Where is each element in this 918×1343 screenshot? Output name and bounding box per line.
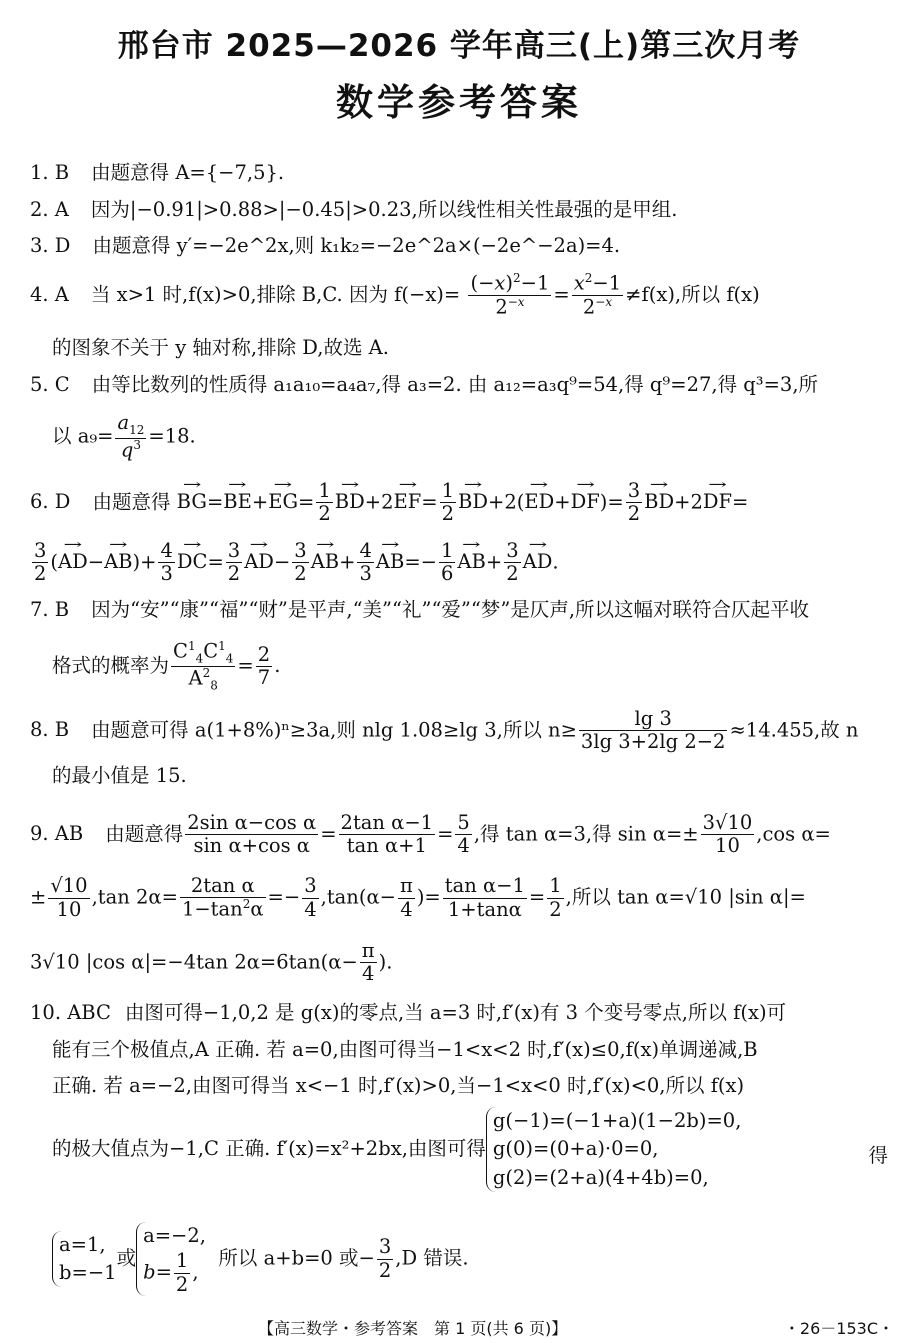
equation: a=1,: [59, 1232, 106, 1256]
answer-text: 由等比数列的性质得 a₁a₁₀=a₄a₇,得 a₃=2. 由 a₁₂=a₃q⁹=54,得 q⁹=27,得 q³=3,所: [91, 373, 819, 396]
answer-text: 得: [868, 1144, 888, 1167]
equation: g(2)=(2+a)(4+4b)=0,: [492, 1165, 709, 1189]
equation-system: [52, 1231, 117, 1288]
fraction: $\frac{a_{12}}{q^3}$: [117, 411, 145, 462]
answer-9-cont2: 3√10 |cos α|=−4tan 2α=6tan(α− $\frac{\pi}{4}$ ).: [30, 939, 393, 986]
answer-number: 6. D: [30, 490, 71, 514]
answer-text: 由题意得 A={−7,5}.: [91, 161, 285, 184]
answer-9: 9. AB 由题意得 $\frac{\text{2sin α−cos α}}{\text{sin α+cos α}}$ = $\frac{\text{2tan α−1}}{\text{tan α+1}}$ = $\frac{5}{4}$ ,得 tan α=3,得 sin α=± $\frac{3√10}{10}$ ,cos α=: [30, 811, 831, 858]
answer-text: 格式的概率为: [52, 654, 170, 678]
answer-text: 由图可得−1,0,2 是 g(x)的零点,当 a=3 时,f′(x)有 3 个变号零点,所以 f(x)可: [124, 1001, 787, 1024]
answer-text: 当 x>1 时,f(x)>0,排除 B,C. 因为 f(−x)=: [90, 282, 461, 306]
answer-text: 由题意可得 a(1+8%)ⁿ≥3a,则 nlg 1.08≥lg 3,所以 n≥: [91, 718, 577, 742]
answer-10-cont: 正确. 若 a=−2,由图可得当 x<−1 时,f′(x)>0,当−1<x<0 时,f′(x)<0,所以 f(x): [52, 1074, 745, 1097]
answer-4-cont: 的图象不关于 y 轴对称,排除 D,故选 A.: [52, 336, 389, 359]
answer-10: [30, 1000, 906, 1025]
answer-9-cont: ± $\frac{√10}{10}$ ,tan 2α= $\frac{\text{2tan α}}{1-\tan^2\alpha}$ =− $\frac{3}{4}$ ,tan(α− $\frac{\pi}{4}$ )= $\frac{\text{tan α−1}}{1+\tan\alpha}$ = $\frac{1}{2}$ ,所以 tan α=√10 |sin α|=: [30, 874, 806, 921]
answer-5: [30, 372, 906, 397]
equation: a=−2,: [143, 1224, 207, 1247]
answer-text: 所以 a+b=0 或−: [218, 1246, 375, 1270]
answer-text: ,D 错误.: [395, 1246, 469, 1270]
equation-system: [486, 1107, 742, 1192]
fraction: $\frac{x^2-1}{2^{-x}}$: [573, 271, 622, 319]
answer-6-cont: $\frac{3}{2}$ (→ AD−→ AB)+ $\frac{4}{3}$ → DC= $\frac{3}{2}$ → AD− $\frac{3}{2}$ → AB+ $\frac{4}{3}$ → AB=− $\frac{1}{6}$ → AB+ $\frac{3}{2}$ → AD.: [30, 540, 906, 586]
answer-number: 10. ABC: [30, 1001, 111, 1024]
answer-text: 因为“安”“康”“福”“财”是平声,“美”“礼”“爱”“梦”是仄声,所以这幅对联符合仄起平收: [91, 598, 810, 621]
answer-5-cont: [52, 412, 906, 462]
answer-10-system: [52, 1107, 906, 1192]
answer-text: ≠f(x),所以 f(x): [625, 282, 760, 306]
answer-8: 8. B 由题意可得 a(1+8%)ⁿ≥3a,则 nlg 1.08≥lg 3,所以 n≥ $\frac{\lg 3}{3\lg 3+2\lg 2-2}$ ≈14.455,故 n: [30, 707, 859, 754]
answer-text: =: [320, 822, 337, 846]
answer-number: 9. AB: [30, 822, 84, 846]
fraction: $\frac{(-x)^2-1}{2^{-x}}$: [470, 271, 550, 319]
page-title: 邢台市 2025—2026 学年高三(上)第三次月考: [117, 28, 801, 64]
answer-6: 6. D 由题意得 → BG=→ BE+→ EG= $\frac{1}{2}$ → BD+2→ EF= $\frac{1}{2}$ → BD+2(→ ED+→ DF)= $\frac{3}{2}$ → BD+2→ DF=: [30, 480, 906, 526]
answer-text: 由题意得 y′=−2e^2x,则 k₁k₂=−2e^2a×(−2e^−2a)=4.: [92, 234, 621, 257]
answer-text: ,cos α=: [756, 822, 831, 846]
answer-text: .: [274, 654, 281, 678]
answer-text: 由题意得: [92, 490, 171, 514]
equation-system: a=−2, b= $\frac{1}{2}$ ,: [136, 1222, 206, 1296]
answer-number: 2. A: [30, 198, 69, 221]
page-subtitle: 数学参考答案: [336, 81, 582, 124]
equation: b=−1: [59, 1261, 117, 1285]
answer-7: [30, 597, 906, 622]
answer-number: 5. C: [30, 373, 70, 396]
answer-text: 的极大值点为−1,C 正确. f′(x)=x²+2bx,由图可得: [52, 1136, 486, 1160]
answer-text: 由题意得: [105, 822, 184, 846]
answer-text: 因为|−0.91|>0.88>|−0.45|>0.23,所以线性相关性最强的是甲组.: [90, 198, 678, 221]
answer-number: 7. B: [30, 598, 70, 621]
answer-2: [30, 197, 906, 222]
answer-4: 4. A 当 x>1 时,f(x)>0,排除 B,C. 因为 f(−x)= $\frac{(-x)^2-1}{2^{-x}}$ = $\frac{x^2-1}{2^{-x}}$ ≠f(x),所以 f(x): [30, 271, 760, 319]
answer-number: 3. D: [30, 234, 71, 257]
answer-3: [30, 233, 906, 258]
equation: g(0)=(0+a)·0=0,: [492, 1137, 659, 1161]
answer-7-cont: 格式的概率为 $\frac{C^1_4C^1_4}{A^2_8}$ = $\frac{2}{7}$ .: [52, 639, 281, 693]
answer-text: ≈14.455,故 n: [729, 718, 859, 742]
answer-text: 以 a₉=: [52, 424, 114, 448]
answer-text: 或: [116, 1246, 137, 1270]
answer-text: =: [437, 822, 454, 846]
answer-8-cont: 的最小值是 15.: [52, 764, 187, 787]
answer-number: 1. B: [30, 161, 70, 184]
answer-text: ,得 tan α=3,得 sin α=±: [473, 822, 699, 846]
answer-number: 4. A: [30, 282, 69, 306]
answer-10-result: a=1, b=−1 或 a=−2, b= $\frac{1}{2}$ , 所以 a+b=0 或− $\frac{3}{2}$ ,D 错误.: [52, 1222, 906, 1296]
footer-page-info: 【高三数学・参考答案 第 1 页(共 6 页)】: [258, 1319, 568, 1338]
footer-code: ・26－153C・: [783, 1319, 894, 1338]
answer-number: 8. B: [30, 718, 70, 742]
answer-1: [30, 160, 906, 185]
answer-10-cont: 能有三个极值点,A 正确. 若 a=0,由图可得当−1<x<2 时,f′(x)≤0,f(x)单调递减,B: [52, 1038, 758, 1061]
answer-text: =: [237, 654, 254, 678]
answer-text: =18.: [148, 424, 196, 448]
equation: g(−1)=(−1+a)(1−2b)=0,: [492, 1109, 742, 1132]
